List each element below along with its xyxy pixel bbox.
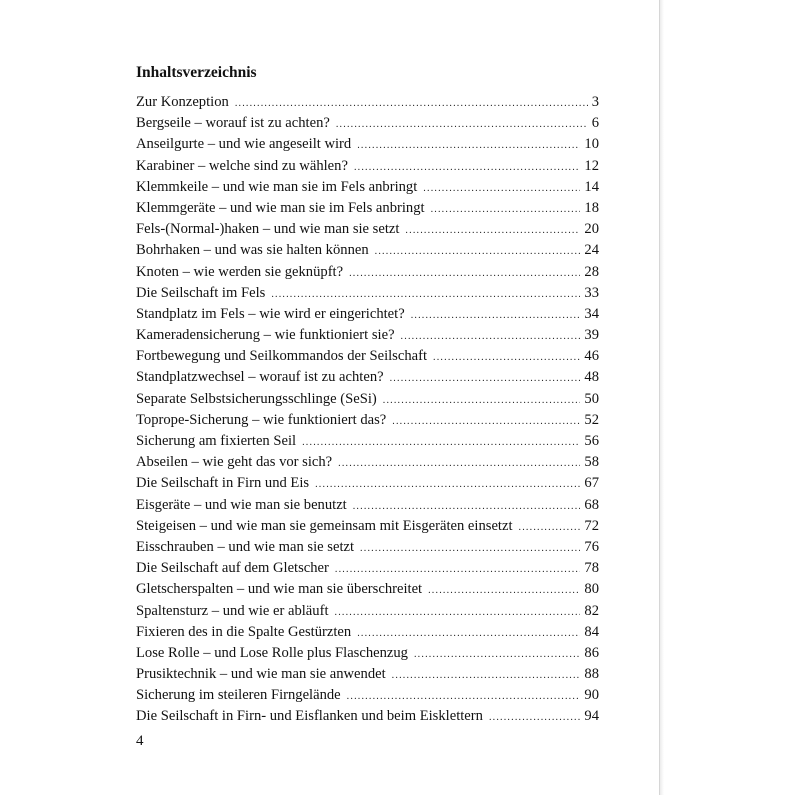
toc-entry-title: Knoten – wie werden sie geknüpft? [136,263,344,280]
toc-entry [136,283,599,304]
toc-entry-title: Spaltensturz – und wie er abläuft [136,602,329,619]
toc-entry [136,706,599,727]
toc-dot-leader [489,707,580,728]
toc-entry-title: Separate Selbstsicherungsschlinge (SeSi) [136,390,377,407]
toc-dot-leader [349,263,580,284]
toc-entry [136,134,599,155]
toc-entry-page: 56 [584,433,599,449]
toc-entry-title: Sicherung am fixierten Seil [136,433,297,449]
toc-entry-page: 84 [584,623,599,640]
toc-entry-page: 20 [584,221,599,238]
toc-entry [136,92,599,113]
toc-entry-page: 82 [584,602,599,619]
toc-entry-page: 33 [584,284,599,301]
toc-entry-title: Fels-(Normal-)haken – und wie man sie setzt [136,221,400,238]
toc-dot-leader [336,114,588,135]
toc-entry [136,262,599,283]
toc-entry [136,367,599,388]
toc-entry [136,516,599,537]
toc-entry-page: 14 [584,178,599,195]
toc-entry-title: Abseilen – wie geht das vor sich? [136,454,333,471]
toc-entry-title: Prusiktechnik – und wie man sie anwendet [136,666,386,683]
toc-dot-leader [423,178,580,199]
toc-entry [136,389,599,410]
toc-entry [136,346,599,367]
toc-entry [136,325,599,346]
toc-entry [136,177,599,198]
toc-entry-title: Die Seilschaft auf dem Gletscher [136,560,329,577]
toc-entry-title: Bergseile – worauf ist zu achten? [136,115,330,132]
toc-list [136,92,599,728]
toc-dot-leader [392,665,581,686]
toc-entry-page: 68 [584,496,599,513]
page-number: 4 [136,733,144,749]
toc-entry-page: 3 [591,94,599,110]
toc-entry [136,304,599,325]
toc-entry-title: Standplatzwechsel – worauf ist zu achten? [136,369,384,386]
toc-entry-title: Fixieren des in die Spalte Gestürzten [136,623,352,640]
toc-entry-page: 39 [584,327,599,344]
toc-entry [136,219,599,240]
toc-entry-title: Steigeisen – und wie man sie gemeinsam mit Eisgeräten einsetzt [136,517,513,534]
toc-entry-page: 94 [584,708,599,725]
toc-dot-leader [357,623,580,644]
toc-entry [136,685,599,706]
toc-entry-title: Die Seilschaft im Fels [136,284,266,301]
toc-entry-title: Klemmgeräte – und wie man sie im Fels anbringt [136,199,425,216]
toc-dot-leader [235,93,588,114]
toc-dot-leader [383,390,581,411]
toc-entry-title: Kameradensicherung – wie funktioniert sie? [136,327,395,344]
toc-entry-title: Lose Rolle – und Lose Rolle plus Flaschenzug [136,644,408,661]
toc-entry-page: 48 [584,369,599,386]
toc-entry-title: Eisschrauben – und wie man sie setzt [136,538,355,555]
toc-entry-title: Fortbewegung und Seilkommandos der Seilschaft [136,348,428,365]
toc-entry-title: Anseilgurte – und wie angeseilt wird [136,136,352,153]
toc-entry-page: 34 [584,305,599,322]
toc-entry-page: 24 [584,242,599,259]
toc-dot-leader [357,135,580,156]
toc-entry-title: Die Seilschaft in Firn- und Eisflanken und beim Eisklettern [136,708,483,725]
toc-dot-leader [411,305,581,326]
toc-entry-title: Standplatz im Fels – wie wird er eingerichtet? [136,305,405,322]
toc-dot-leader [401,326,581,347]
toc-dot-leader [431,199,581,220]
toc-dot-leader [405,220,580,241]
toc-entry-page: 72 [584,517,599,534]
toc-entry-page: 28 [584,263,599,280]
toc-entry-page: 12 [584,157,599,174]
toc-entry-page: 88 [584,666,599,683]
page-edge-shadow [660,0,664,795]
toc-entry-title: Klemmkeile – und wie man sie im Fels anbringt [136,178,418,195]
toc-entry-title: Zur Konzeption [136,94,229,110]
toc-entry [136,452,599,473]
toc-entry [136,156,599,177]
toc-entry-title: Gletscherspalten – und wie man sie überschreitet [136,581,423,598]
toc-dot-leader [414,644,580,665]
toc-dot-leader [519,517,581,538]
toc-heading: Inhaltsverzeichnis [136,64,257,81]
toc-entry-title: Sicherung im steileren Firngelände [136,687,341,704]
toc-dot-leader [390,368,581,389]
toc-entry-page: 52 [584,411,599,428]
toc-entry [136,558,599,579]
toc-entry-page: 6 [591,115,599,132]
toc-entry-page: 18 [584,199,599,216]
toc-entry [136,601,599,622]
toc-entry-title: Karabiner – welche sind zu wählen? [136,157,348,174]
toc-entry-page: 76 [584,538,599,555]
toc-dot-leader [335,602,581,623]
toc-dot-leader [347,686,581,707]
toc-dot-leader [335,559,581,580]
toc-dot-leader [392,411,580,432]
toc-entry-page: 78 [584,560,599,577]
toc-entry [136,664,599,685]
toc-entry [136,622,599,643]
toc-dot-leader [354,157,580,178]
toc-entry [136,495,599,516]
toc-entry-page: 46 [584,348,599,365]
toc-dot-leader [433,347,580,368]
toc-dot-leader [360,538,580,559]
toc-entry-page: 10 [584,136,599,153]
toc-dot-leader [375,241,581,262]
toc-dot-leader [271,284,580,305]
toc-entry [136,473,599,494]
toc-entry [136,537,599,558]
toc-entry-page: 90 [584,687,599,704]
toc-entry-page: 67 [584,475,599,492]
toc-dot-leader [315,474,580,495]
toc-entry [136,410,599,431]
toc-dot-leader [353,496,581,517]
toc-dot-leader [302,432,580,453]
toc-entry [136,198,599,219]
toc-dot-leader [338,453,580,474]
toc-entry-page: 86 [584,644,599,661]
toc-entry-title: Eisgeräte – und wie man sie benutzt [136,496,347,513]
toc-entry [136,113,599,134]
toc-dot-leader [428,580,580,601]
toc-entry-page: 58 [584,454,599,471]
toc-entry-title: Die Seilschaft in Firn und Eis [136,475,310,492]
toc-entry [136,579,599,600]
toc-entry-title: Toprope-Sicherung – wie funktioniert das? [136,411,387,428]
toc-entry-page: 50 [584,390,599,407]
toc-entry [136,240,599,261]
toc-entry [136,431,599,452]
toc-entry-page: 80 [584,581,599,598]
toc-entry [136,643,599,664]
toc-entry-title: Bohrhaken – und was sie halten können [136,242,369,259]
